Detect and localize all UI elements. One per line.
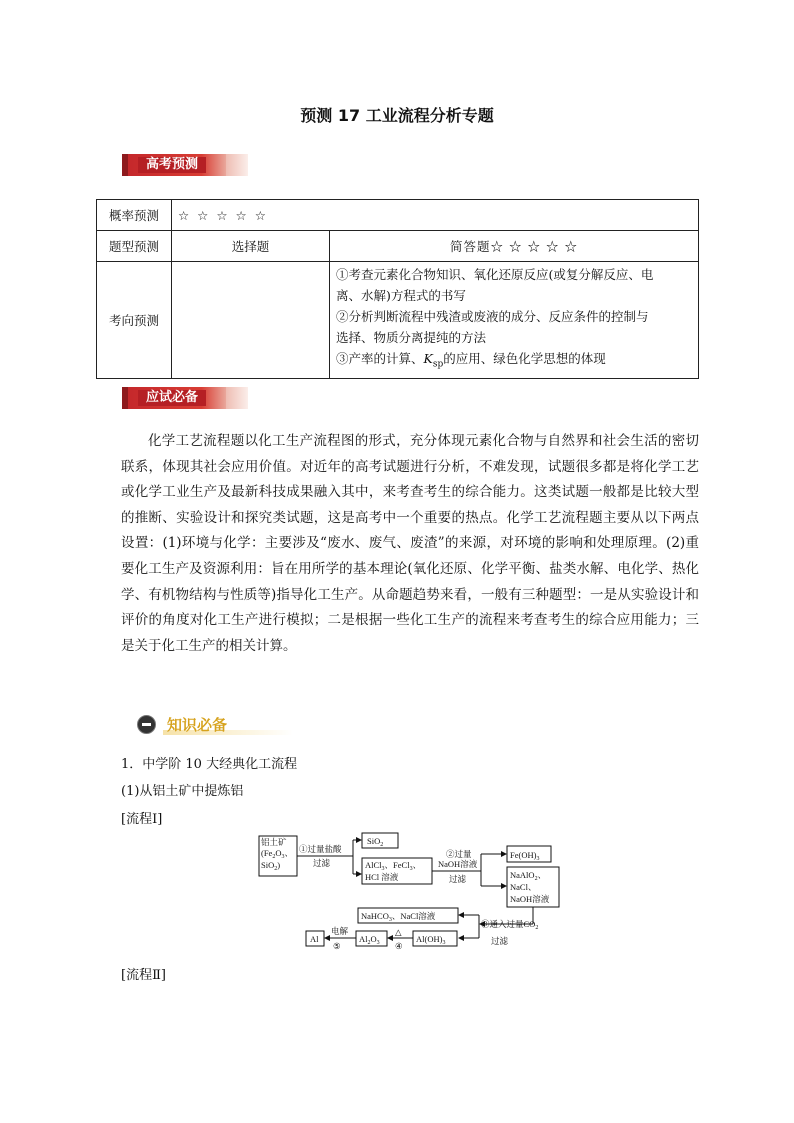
flow-node-text: 铝土矿 xyxy=(261,837,287,847)
flow-step-label: 过滤 xyxy=(313,858,331,868)
prediction-table xyxy=(96,199,699,379)
text-span: ③产率的计算、 xyxy=(336,351,424,366)
flow-label: [流程Ⅰ] xyxy=(121,812,163,827)
flow-node-text: Al xyxy=(310,934,319,944)
flow-text-span: 、 xyxy=(412,860,422,870)
flow-text-span: SiO xyxy=(261,860,275,870)
list-item: 1．中学阶 10 大经典化工流程 xyxy=(121,757,298,772)
table-cell-label: 题型预测 xyxy=(97,231,172,262)
flow-subscript: 3 xyxy=(409,866,413,872)
flow-node-text xyxy=(365,860,421,872)
table-cell-label: 考向预测 xyxy=(97,262,172,379)
flow-step-label: ①过量盐酸 xyxy=(299,844,342,854)
flow-text-span: O xyxy=(370,934,377,944)
flow-text-span: NaHCO xyxy=(361,911,389,921)
flow-step-label: ⑤ xyxy=(333,941,341,951)
flow-step-label: △ xyxy=(395,927,402,937)
flow-text-span: NaAlO xyxy=(510,870,535,880)
banner-shade xyxy=(226,154,248,176)
flow-subscript: 2 xyxy=(535,925,539,931)
flow-node-text xyxy=(510,870,546,882)
flow-subscript: 2 xyxy=(534,876,538,882)
flow-step-label: 过滤 xyxy=(491,936,509,946)
flow-node-text xyxy=(367,836,383,848)
flow-subscript: 2 xyxy=(272,854,276,860)
flow-subscript: 3 xyxy=(536,856,540,862)
bauxite-flow-diagram xyxy=(255,830,565,955)
minus-circle-icon xyxy=(137,715,156,734)
flow-text-span: O xyxy=(275,848,282,858)
banner-shade xyxy=(226,387,248,409)
table-row xyxy=(97,231,699,262)
flow-node-text xyxy=(416,934,445,946)
flow-step-label: ④ xyxy=(395,941,403,951)
page-title: 预测 17 工业流程分析专题 xyxy=(300,106,494,125)
flow-subscript: 3 xyxy=(281,854,285,860)
flow-step-label: NaOH溶液 xyxy=(438,859,478,869)
section-banner-exam-prediction xyxy=(122,154,226,176)
table-cell-label: 概率预测 xyxy=(97,200,172,231)
flow-text-span: 、 xyxy=(284,848,293,858)
flow-node-text xyxy=(510,850,539,862)
intro-paragraph: 化学工艺流程题以化工生产流程图的形式，充分体现元素化合物与自然界和社会生活的密切联系，体现其社会应用价值。对近年的高考试题进行分析，不难发现，试题很多都是将化学工艺或化学工业生产及最新科技成果融入其中，来考查考生的综合能力。这类试题一般都是比较大型的推断、实验设计和探究类试题，这是高考中一个重要的热点。化学工艺流程题主要从以下两点设置：(1)环境与化学：主要涉及“废水、废气、废渣”的来源，对环境的影响和处理原理。(2)重要化工生产及资源利用：旨在用所学的基本理论(氧化还原、化学平衡、盐类水解、电化学、热化学、有机物结构与性质等)指导化工生产。从命题趋势来看，一般有三种题型：一是从实验设计和评价的角度对化工生产进行模拟；二是根据一些化工生产的流程来考查考生的综合应用能力；三是关于化工生产的相关计算。 xyxy=(121,433,699,654)
flow-subscript: 2 xyxy=(380,842,384,848)
flow-label: [流程Ⅱ] xyxy=(121,968,166,983)
text-line: 离、水解)方程式的书写 xyxy=(336,288,466,303)
flow-node-text: HCl 溶液 xyxy=(365,872,399,882)
table-row xyxy=(97,200,699,231)
flow-subscript: 2 xyxy=(274,866,278,872)
flow-step-label xyxy=(481,919,538,931)
flow-node-text xyxy=(361,911,436,923)
flow-subscript: 3 xyxy=(376,940,380,946)
flow-text-span: 、 xyxy=(537,870,547,880)
flow-node-text: NaCl、 xyxy=(510,882,537,892)
text-line: ②分析判断流程中残渣或废液的成分、反应条件的控制与 xyxy=(336,309,649,324)
table-cell-value: ☆ ☆ ☆ ☆ ☆ xyxy=(172,200,699,231)
flow-text-span: ) xyxy=(277,860,281,870)
text-line xyxy=(336,348,692,376)
table-cell-value: 选择题 xyxy=(172,231,330,262)
ksp-subscript: sp xyxy=(432,359,444,370)
table-cell-value xyxy=(330,262,699,379)
text-line: 选择、物质分离提纯的方法 xyxy=(336,330,487,345)
flow-text-span: 、NaCl溶液 xyxy=(391,911,436,921)
flow-text-span: AlCl xyxy=(365,860,382,870)
flow-subscript: 3 xyxy=(381,866,385,872)
flow-text-span: Al(OH) xyxy=(416,934,443,944)
text-span: 的应用、绿色化学思想的体现 xyxy=(443,351,606,366)
flow-node-text: NaOH溶液 xyxy=(510,894,550,904)
flow-text-span: 、FeCl xyxy=(384,860,410,870)
flow-text-span: ③通入过量CO xyxy=(481,919,536,929)
banner-label: 高考预测 xyxy=(138,157,206,173)
text-line: ①考查元素化合物知识、氧化还原反应(或复分解反应、电 xyxy=(336,267,654,282)
flow-step-label: ②过量 xyxy=(446,849,472,859)
banner-label: 应试必备 xyxy=(138,390,206,406)
flow-text-span: (Fe xyxy=(261,848,273,858)
flow-step-label: 过滤 xyxy=(449,874,467,884)
flow-node-text xyxy=(359,934,380,946)
flow-text-span: SiO xyxy=(367,836,381,846)
table-cell-empty xyxy=(172,262,330,379)
flow-text-span: Al xyxy=(359,934,368,944)
flow-step-label: 电解 xyxy=(331,926,349,936)
flow-text-span: Fe(OH) xyxy=(510,850,537,860)
flow-node-text xyxy=(261,860,280,872)
ksp-symbol: K xyxy=(423,351,433,366)
flow-subscript: 3 xyxy=(388,917,392,923)
flow-subscript: 3 xyxy=(442,940,446,946)
table-cell-value: 简答题☆ ☆ ☆ ☆ ☆ xyxy=(330,231,699,262)
section-banner-exam-prep xyxy=(122,387,226,409)
flow-node-text xyxy=(261,848,293,860)
table-row xyxy=(97,262,699,379)
knowledge-heading-label: 知识必备 xyxy=(167,716,228,734)
list-item: (1)从铝土矿中提炼铝 xyxy=(121,784,244,799)
flow-subscript: 2 xyxy=(367,940,371,946)
